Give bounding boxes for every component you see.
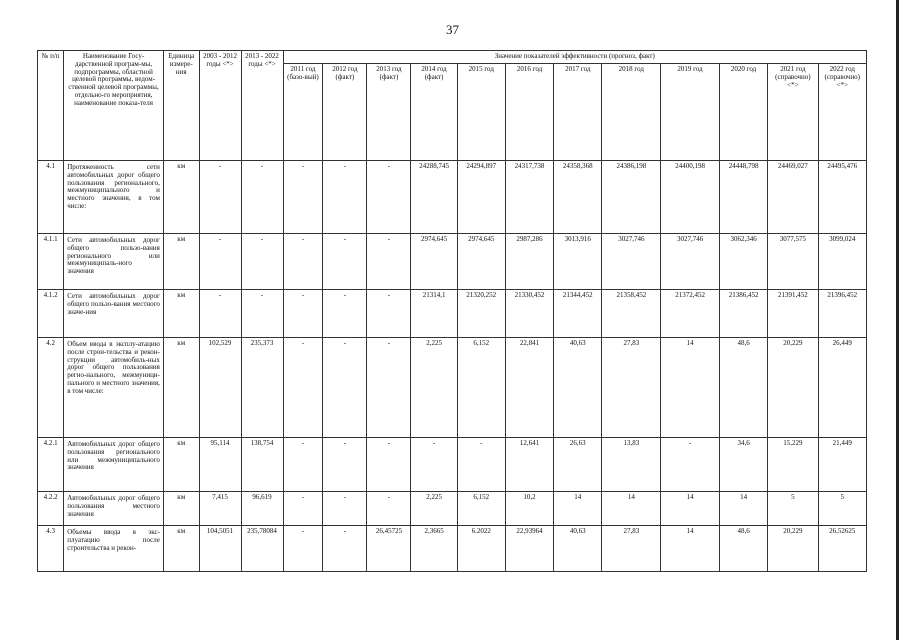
page-number: 37	[446, 22, 459, 37]
row-value: -	[283, 438, 323, 492]
header-year: 2015 год	[457, 64, 505, 161]
row-value: 13,83	[602, 438, 661, 492]
row-name: Автомобильных дорог общего пользования местного значения	[64, 492, 164, 526]
row-num: 4.3	[38, 526, 64, 572]
row-period-2013: -	[241, 290, 283, 338]
row-unit: км	[163, 338, 199, 438]
row-value: 3027,746	[602, 234, 661, 290]
row-value: -	[367, 234, 411, 290]
row-period-2003: 95,114	[199, 438, 241, 492]
row-value: 24400,198	[661, 161, 720, 234]
row-num: 4.2	[38, 338, 64, 438]
row-value: 2,3665	[411, 526, 457, 572]
row-value: 21344,452	[554, 290, 602, 338]
row-value: -	[283, 234, 323, 290]
row-num: 4.1.2	[38, 290, 64, 338]
row-value: 27,83	[602, 338, 661, 438]
row-value: -	[367, 438, 411, 492]
header-unit: Единица измере-ния	[163, 51, 199, 161]
header-period-2003: 2003 - 2012 годы <*>	[199, 51, 241, 161]
row-value: -	[323, 492, 367, 526]
row-value: 26,63	[554, 438, 602, 492]
row-value: 26,45725	[367, 526, 411, 572]
row-period-2003: -	[199, 290, 241, 338]
row-name: Сети автомобильных дорог общего пользо-вания местного значе-ния	[64, 290, 164, 338]
table-row	[38, 492, 867, 526]
header-year: 2019 год	[661, 64, 720, 161]
row-value: 22,93964	[505, 526, 553, 572]
row-value: 14	[719, 492, 767, 526]
row-unit: км	[163, 438, 199, 492]
row-value: 48,6	[719, 526, 767, 572]
row-value: -	[323, 526, 367, 572]
header-year: 2017 год	[554, 64, 602, 161]
row-value: -	[323, 338, 367, 438]
row-value: 14	[661, 338, 720, 438]
row-value: 14	[602, 492, 661, 526]
row-period-2013: 96,619	[241, 492, 283, 526]
header-period-2013: 2013 - 2022 годы <*>	[241, 51, 283, 161]
row-value: 21320,252	[457, 290, 505, 338]
row-value: 14	[661, 526, 720, 572]
header-values-group: Значение показателей эффективности (прогноз, факт)	[283, 51, 867, 64]
row-name: Объем ввода в эксплу-атацию после строи-тельства и рекон-струкции автомобиль-ных дорог общего пользования регио-нального, межмуници-пального и местного значения, в том числе:	[64, 338, 164, 438]
row-value: 3099,024	[818, 234, 866, 290]
row-value: 5	[818, 492, 866, 526]
row-num: 4.1	[38, 161, 64, 234]
row-period-2013: 138,754	[241, 438, 283, 492]
row-period-2013: 235,373	[241, 338, 283, 438]
row-period-2003: 104,5051	[199, 526, 241, 572]
row-value: -	[661, 438, 720, 492]
table-row	[38, 338, 867, 438]
row-value: 2974,645	[411, 234, 457, 290]
row-value: 26,449	[818, 338, 866, 438]
row-value: 6,152	[457, 338, 505, 438]
row-value: -	[367, 338, 411, 438]
header-year: 2013 год (факт)	[367, 64, 411, 161]
row-value: 3077,575	[768, 234, 818, 290]
row-value: 24448,798	[719, 161, 767, 234]
row-value: 14	[554, 492, 602, 526]
header-num: № п/п	[38, 51, 64, 161]
row-unit: км	[163, 161, 199, 234]
row-value: -	[457, 438, 505, 492]
row-name: Протяженность сети автомобильных дорог общего пользования регионального, межмуниципального и местного значения, в том числе:	[64, 161, 164, 234]
row-period-2013: -	[241, 161, 283, 234]
row-value: 14	[661, 492, 720, 526]
row-unit: км	[163, 492, 199, 526]
header-name: Наименование Госу-дарственной програм-мы, подпрограммы, областной целевой программы, ведом-ственной целевой программы, отдельно-го мероприятия, наименование показа-теля	[64, 51, 164, 161]
row-value: 22,841	[505, 338, 553, 438]
row-value: 15,229	[768, 438, 818, 492]
row-value: 24495,476	[818, 161, 866, 234]
row-value: 10,2	[505, 492, 553, 526]
row-value: -	[323, 290, 367, 338]
row-unit: км	[163, 290, 199, 338]
row-value: 2987,286	[505, 234, 553, 290]
row-value: -	[367, 492, 411, 526]
row-value: 20,229	[768, 526, 818, 572]
row-value: -	[283, 290, 323, 338]
row-value: 21386,452	[719, 290, 767, 338]
row-value: 26,52625	[818, 526, 866, 572]
row-unit: км	[163, 234, 199, 290]
row-num: 4.2.2	[38, 492, 64, 526]
row-value: 2,225	[411, 492, 457, 526]
efficiency-indicators-table	[37, 50, 867, 572]
row-value: -	[323, 438, 367, 492]
row-value: 24294,897	[457, 161, 505, 234]
row-value: 40,63	[554, 526, 602, 572]
row-value: 21,449	[818, 438, 866, 492]
row-value: 3062,346	[719, 234, 767, 290]
row-value: 24288,745	[411, 161, 457, 234]
header-year: 2016 год	[505, 64, 553, 161]
row-value: -	[283, 161, 323, 234]
row-value: 24317,738	[505, 161, 553, 234]
row-name: Объемы ввода в экс-плуатацию после строительства и рекон-	[64, 526, 164, 572]
row-value: -	[323, 161, 367, 234]
row-value: -	[283, 338, 323, 438]
row-period-2003: -	[199, 234, 241, 290]
header-year: 2022 год (справочно) <*>	[818, 64, 866, 161]
row-value: -	[367, 161, 411, 234]
row-value: 21314,1	[411, 290, 457, 338]
row-value: 2,225	[411, 338, 457, 438]
row-value: 27,83	[602, 526, 661, 572]
row-value: 24386,198	[602, 161, 661, 234]
row-value: 20,229	[768, 338, 818, 438]
row-period-2003: 7,415	[199, 492, 241, 526]
row-period-2013: -	[241, 234, 283, 290]
row-unit: км	[163, 526, 199, 572]
row-value: 21358,452	[602, 290, 661, 338]
row-value: 6,152	[457, 492, 505, 526]
row-value: 21372,452	[661, 290, 720, 338]
row-value: 48,6	[719, 338, 767, 438]
row-value: -	[283, 492, 323, 526]
header-year: 2021 год (справочно) <*>	[768, 64, 818, 161]
row-name: Сети автомобильных дорог общего пользо-вания регионального или межмуниципаль-ного значения	[64, 234, 164, 290]
header-year: 2018 год	[602, 64, 661, 161]
table-row	[38, 234, 867, 290]
row-value: -	[367, 290, 411, 338]
header-year: 2020 год	[719, 64, 767, 161]
row-value: 12,641	[505, 438, 553, 492]
table-row	[38, 438, 867, 492]
row-period-2013: 235,78084	[241, 526, 283, 572]
row-num: 4.2.1	[38, 438, 64, 492]
row-value: -	[283, 526, 323, 572]
header-year: 2014 год (факт)	[411, 64, 457, 161]
header-year: 2012 год (факт)	[323, 64, 367, 161]
row-period-2003: -	[199, 161, 241, 234]
table-row	[38, 161, 867, 234]
row-value: 21391,452	[768, 290, 818, 338]
row-value: 3027,746	[661, 234, 720, 290]
row-num: 4.1.1	[38, 234, 64, 290]
page-edge-border	[896, 0, 899, 640]
row-value: 34,6	[719, 438, 767, 492]
row-value: 21330,452	[505, 290, 553, 338]
row-value: 21396,452	[818, 290, 866, 338]
row-value: 24469,027	[768, 161, 818, 234]
table-row	[38, 526, 867, 572]
row-period-2003: 102,529	[199, 338, 241, 438]
row-value: 3013,916	[554, 234, 602, 290]
row-value: 2974,645	[457, 234, 505, 290]
row-value: 5	[768, 492, 818, 526]
row-name: Автомобильных дорог общего пользования регионального или межмуниципального значения	[64, 438, 164, 492]
row-value: 40,63	[554, 338, 602, 438]
row-value: 6.2022	[457, 526, 505, 572]
row-value: -	[411, 438, 457, 492]
row-value: -	[323, 234, 367, 290]
table-row	[38, 290, 867, 338]
row-value: 24358,368	[554, 161, 602, 234]
header-year: 2011 год (базо-вый)	[283, 64, 323, 161]
